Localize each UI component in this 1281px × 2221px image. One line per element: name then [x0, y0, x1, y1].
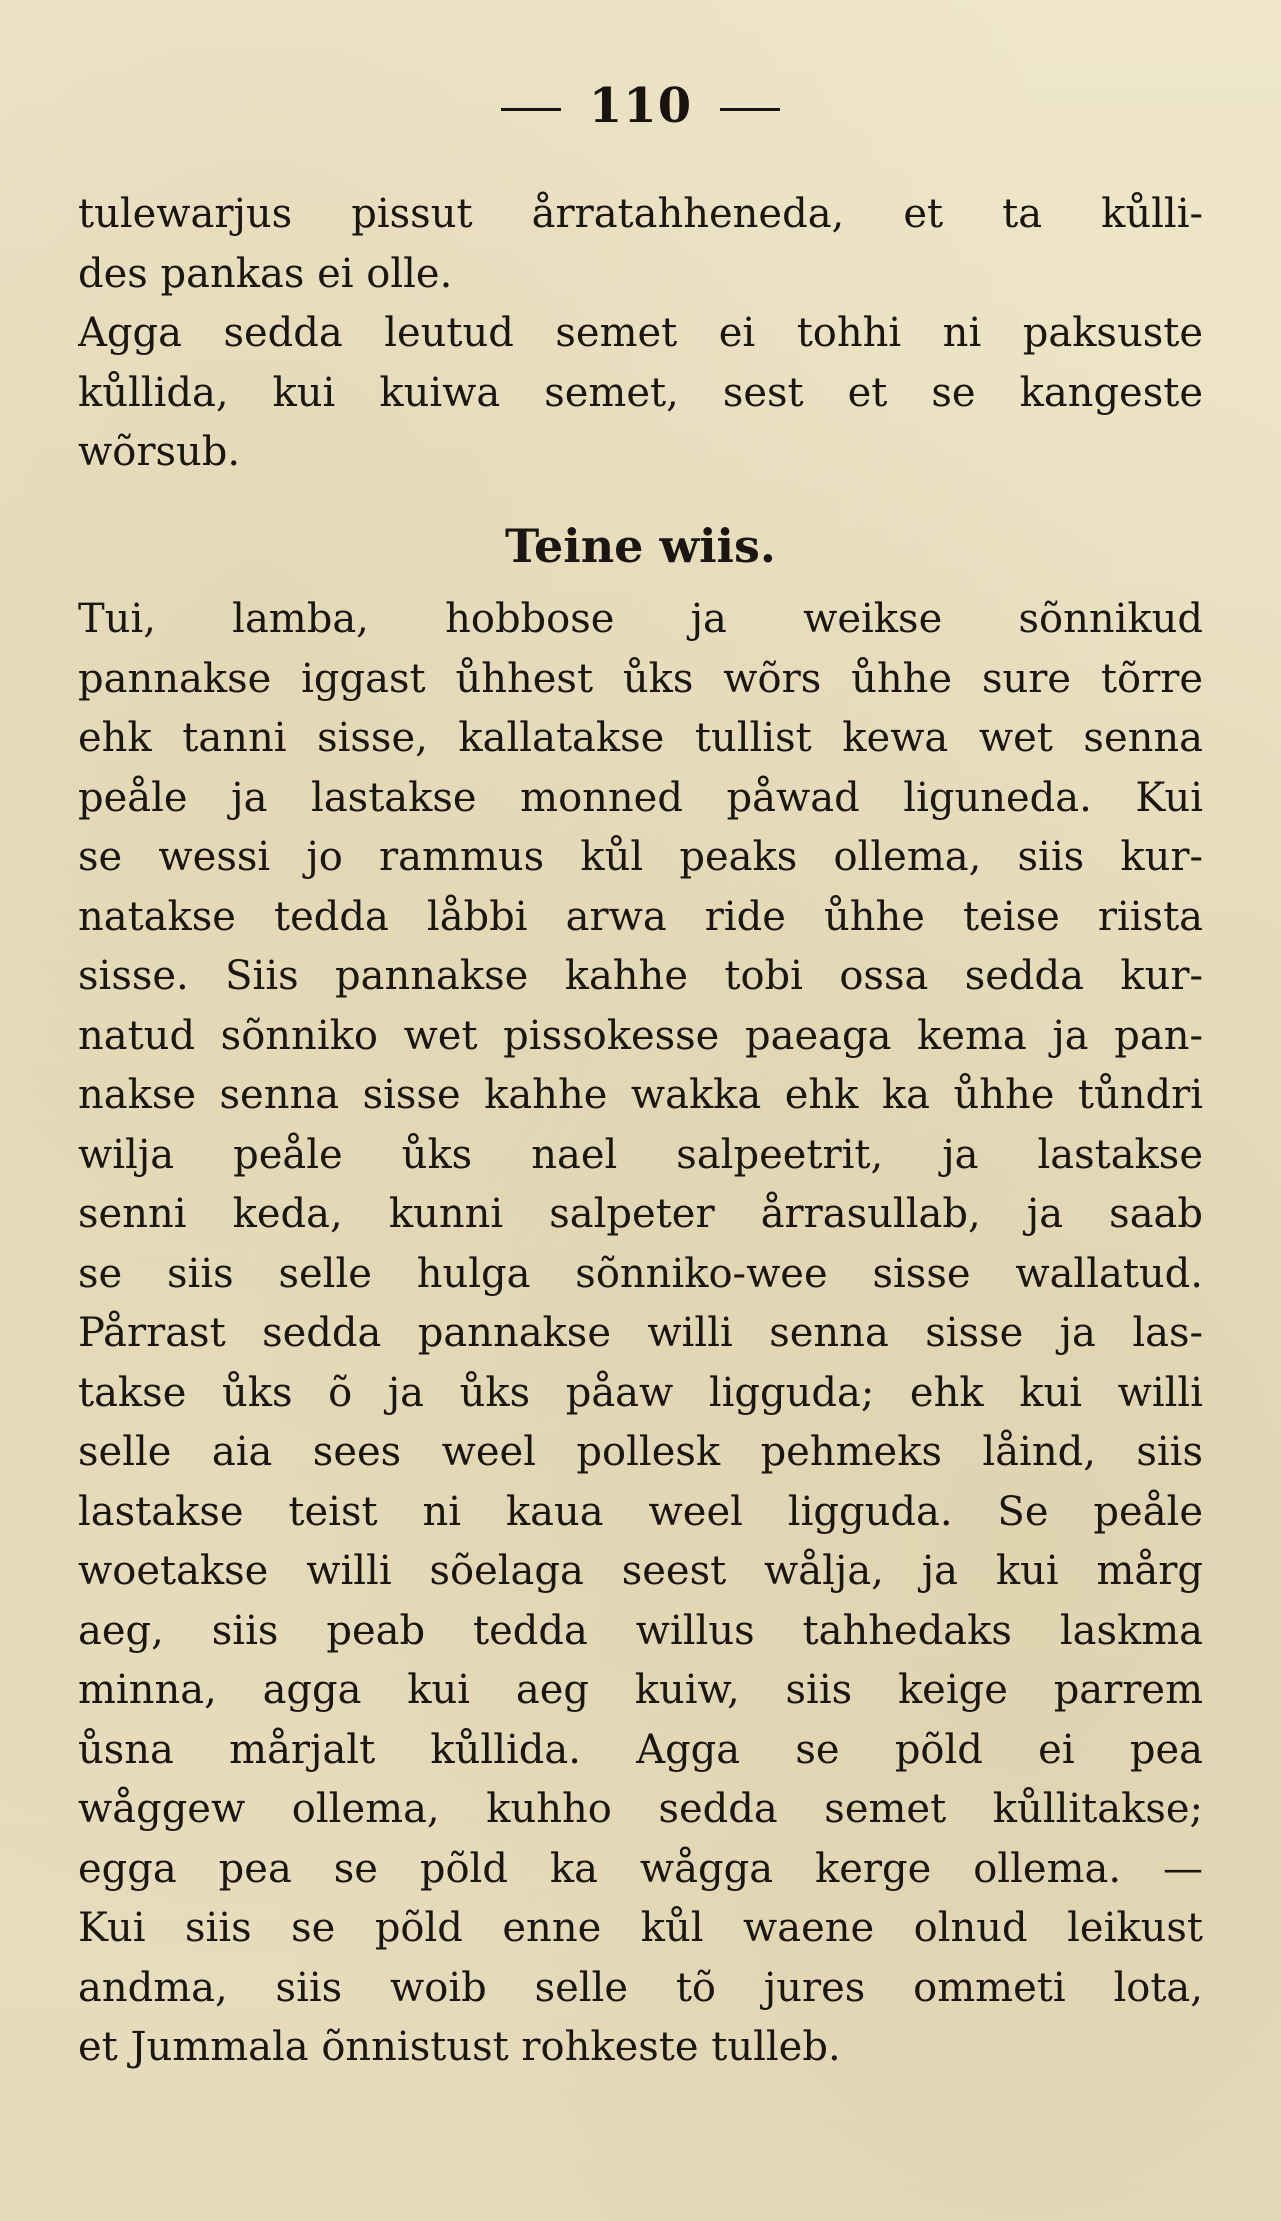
text-line: minna, agga kui aeg kuiw, siis keige parrem	[78, 1667, 1203, 1713]
text-line: wåggew ollema, kuhho sedda semet kůllitakse;	[78, 1786, 1203, 1832]
page-header	[0, 78, 1281, 134]
text-line: wilja peåle ůks nael salpeetrit, ja lastakse	[78, 1131, 1203, 1178]
text-line: takse ůks õ ja ůks påaw ligguda; ehk kui willi	[78, 1369, 1203, 1416]
text-line: des pankas ei olle.	[78, 250, 453, 297]
section-heading: Teine wiis.	[505, 518, 776, 573]
text-line: sisse. Siis pannakse kahhe tobi ossa sedda kur-	[78, 953, 1203, 999]
text-line: Tui, lamba, hobbose ja weikse sõnnikud	[78, 596, 1203, 642]
text-line: et Jummala õnnistust rohkeste tulleb.	[78, 2024, 841, 2070]
text-line: kůllida, kui kuiwa semet, sest et se kangeste	[78, 369, 1203, 416]
text-line: ehk tanni sisse, kallatakse tullist kewa wet senna	[78, 715, 1203, 761]
text-line: peåle ja lastakse monned påwad liguneda. Kui	[78, 774, 1203, 821]
text-line: egga pea se põld ka wågga kerge ollema. —	[78, 1845, 1203, 1892]
text-line: Pårrast sedda pannakse willi senna sisse ja las-	[78, 1310, 1203, 1356]
text-line: natakse tedda låbbi arwa ride ůhhe teise riista	[78, 893, 1203, 940]
header-dash-left	[501, 108, 561, 111]
text-line: tulewarjus pissut årratahheneda, et ta kůlli-	[78, 191, 1203, 237]
text-line: se siis selle hulga sõnniko-wee sisse wallatud.	[78, 1250, 1203, 1297]
text-line: selle aia sees weel pollesk pehmeks låind, siis	[78, 1429, 1203, 1475]
text-line: andma, siis woib selle tõ jures ommeti lota,	[78, 1964, 1203, 2011]
text-line: senni keda, kunni salpeter årrasullab, ja saab	[78, 1191, 1203, 1237]
text-line: Agga sedda leutud semet ei tohhi ni paksuste	[78, 310, 1203, 356]
text-line: nakse senna sisse kahhe wakka ehk ka ůhhe tůndri	[78, 1072, 1203, 1118]
header-dash-right	[720, 108, 780, 111]
text-line: pannakse iggast ůhhest ůks wõrs ůhhe sure tõrre	[78, 655, 1203, 702]
text-line: natud sõnniko wet pissokesse paeaga kema ja pan-	[78, 1012, 1203, 1059]
body-text	[78, 185, 1203, 2078]
page-number: 110	[588, 78, 693, 134]
text-line: se wessi jo rammus kůl peaks ollema, siis kur-	[78, 834, 1203, 880]
text-line: Kui siis se põld enne kůl waene olnud leikust	[78, 1905, 1203, 1951]
text-line: woetakse willi sõelaga seest wålja, ja kui mårg	[78, 1548, 1203, 1594]
text-line: ůsna mårjalt kůllida. Agga se põld ei pea	[78, 1726, 1203, 1773]
text-line: aeg, siis peab tedda willus tahhedaks laskma	[78, 1607, 1203, 1654]
text-line: lastakse teist ni kaua weel ligguda. Se peåle	[78, 1488, 1203, 1535]
text-line: wõrsub.	[78, 429, 241, 475]
